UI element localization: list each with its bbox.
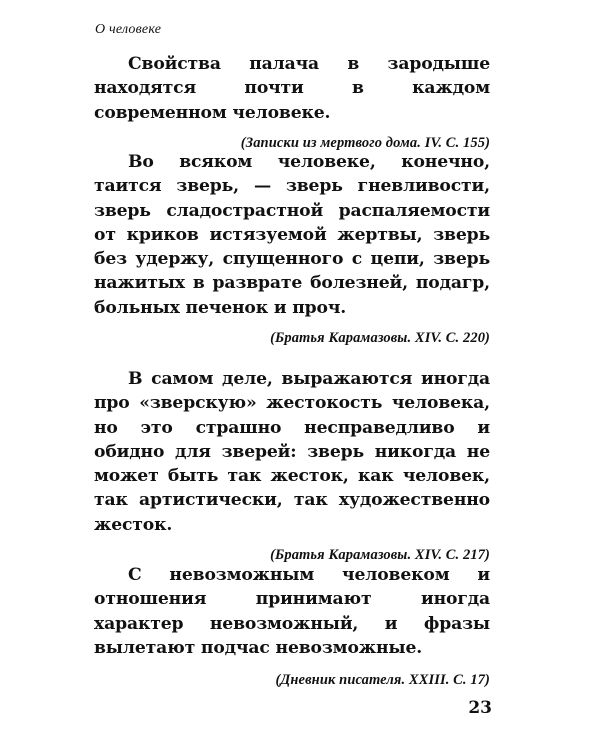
quote-block [94,52,490,152]
quote-source: (Записки из мертвого дома. IV. С. 155) [240,134,490,151]
page-number: 23 [468,698,492,718]
quote-block [94,150,490,347]
quote-block [94,563,490,689]
quote-text: Во всяком человеке, конечно, таится зверь, — зверь гневливости, зверь сладострастной распаляемости от криков истязуемой жертвы, зверь без удержу, спущенного с цепи, зверь нажитых в разврате болезней, подагр, больных печенок и проч. [94,152,490,318]
quote-source: (Братья Карамазовы. XIV. С. 217) [270,547,490,564]
quote-source: (Дневник писателя. XXIII. С. 17) [275,672,490,689]
quote-source: (Братья Карамазовы. XIV. С. 220) [270,330,490,347]
quote-text: В самом деле, выражаются иногда про «зверскую» жестокость человека, но это страшно несправедливо и обидно для зверей: зверь никогда не может быть так жесток, как человек, так артистически, так художественно жесток. [94,369,490,535]
quote-block [94,367,490,564]
quote-text: Свойства палача в зародыше находятся почти в каждом современном человеке. [94,54,490,123]
running-head: О человеке [95,22,162,37]
quote-text: С невозможным человеком и отношения принимают иногда характер невозможный, и фразы вылетают подчас невозможные. [94,565,490,658]
